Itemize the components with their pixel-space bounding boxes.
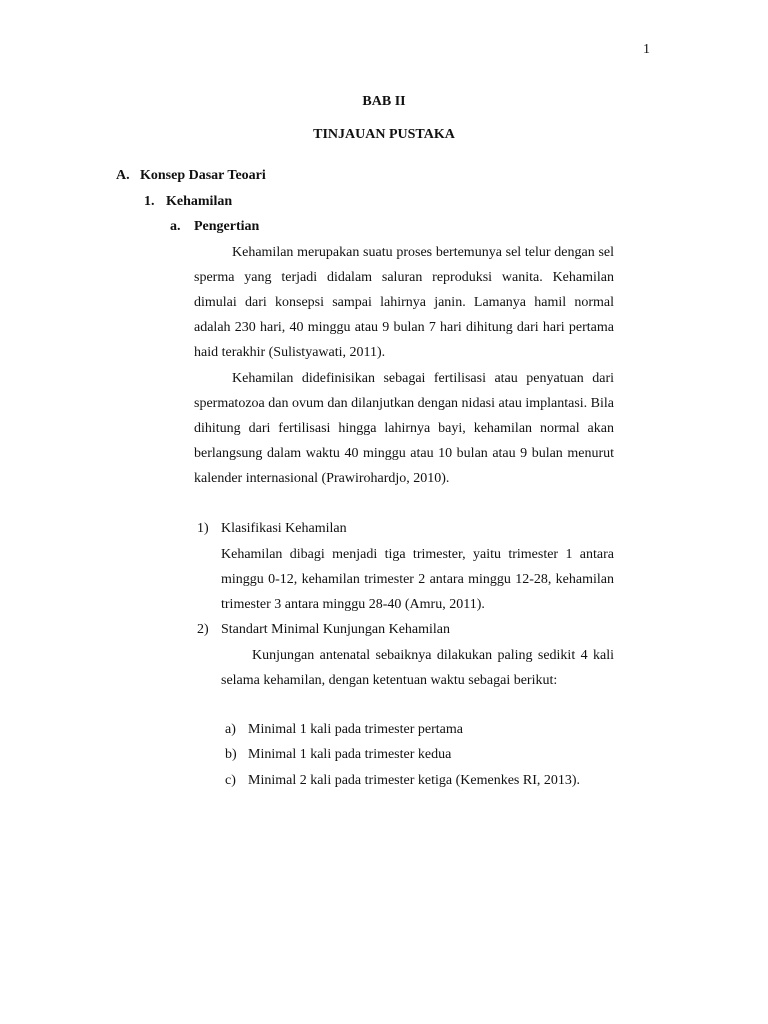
- subsection-title: Pengertian: [194, 219, 260, 234]
- subsection-heading-1: [144, 194, 232, 210]
- item-1-text: Kehamilan dibagi menjadi tiga trimester, yaitu trimester 1 antara minggu 0-12, kehamilan trimester 2 antara minggu 12-28, kehamilan trimester 3 antara minggu 28-40 (Amru, 2011).: [221, 547, 614, 612]
- chapter-title: TINJAUAN PUSTAKA: [313, 127, 455, 142]
- subsection-marker: a.: [170, 219, 181, 234]
- paragraph-1: Kehamilan merupakan suatu proses bertemunya sel telur dengan sel sperma yang terjadi didalam saluran reproduksi wanita. Kehamilan dimulai dari konsepsi sampai lahirnya janin. Lamanya hamil normal adalah 230 hari, 40 minggu atau 9 bulan 7 hari dihitung dari hari pertama haid terakhir (Sulistyawati, 2011).: [194, 245, 614, 360]
- subsection-heading-a: [170, 219, 259, 235]
- chapter-label: BAB II: [362, 94, 406, 109]
- subsection-marker: 1.: [144, 194, 155, 209]
- sublist-item-a: Minimal 1 kali pada trimester pertama: [248, 722, 463, 737]
- item-2-title: Standart Minimal Kunjungan Kehamilan: [221, 622, 451, 637]
- sublist-item-c: Minimal 2 kali pada trimester ketiga (Kemenkes RI, 2013).: [248, 773, 581, 788]
- page-number: 1: [643, 42, 650, 57]
- list-marker-2: 2): [197, 622, 209, 637]
- sublist-marker-c: c): [225, 773, 236, 788]
- list-marker-1: 1): [197, 521, 209, 536]
- section-heading-a: [116, 168, 266, 184]
- paragraph-2: Kehamilan didefinisikan sebagai fertilisasi atau penyatuan dari spermatozoa dan ovum dan dilanjutkan dengan nidasi atau implantasi. Bila dihitung dari fertilisasi hingga lahirnya bayi, kehamilan normal akan berlangsung dalam waktu 40 minggu atau 10 bulan atau 9 bulan menurut kalender internasional (Prawirohardjo, 2010).: [194, 371, 614, 486]
- sublist-marker-b: b): [225, 747, 237, 762]
- sublist-marker-a: a): [225, 722, 236, 737]
- sublist-item-b: Minimal 1 kali pada trimester kedua: [248, 747, 452, 762]
- subsection-title: Kehamilan: [166, 194, 233, 209]
- item-1-title: Klasifikasi Kehamilan: [221, 521, 347, 536]
- item-2-text: Kunjungan antenatal sebaiknya dilakukan paling sedikit 4 kali selama kehamilan, dengan ketentuan waktu sebagai berikut:: [221, 648, 614, 688]
- section-title: Konsep Dasar Teoari: [140, 168, 266, 183]
- section-marker: A.: [116, 168, 130, 183]
